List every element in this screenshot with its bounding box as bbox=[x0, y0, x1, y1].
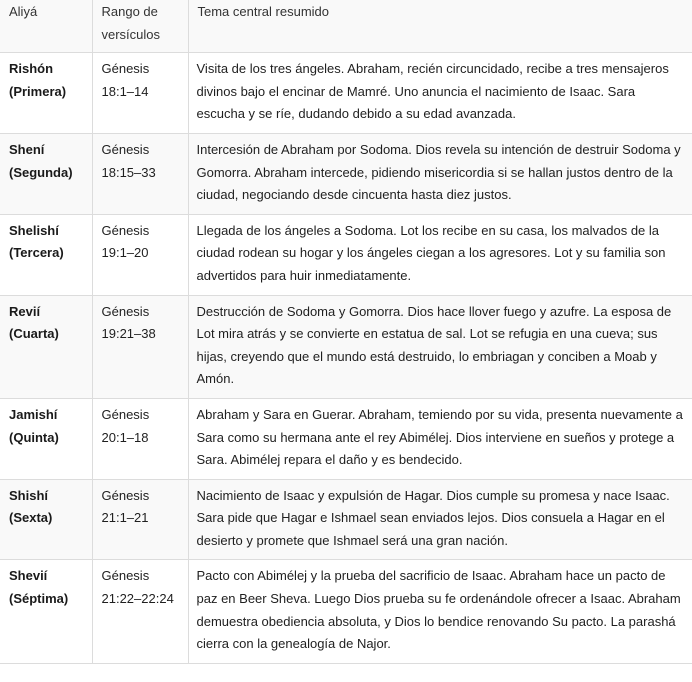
table-row bbox=[0, 560, 692, 663]
aliya-cell: Shení (Segunda) bbox=[0, 133, 92, 214]
aliya-cell: Jamishí (Quinta) bbox=[0, 398, 92, 479]
header-aliya: Aliyá bbox=[0, 0, 92, 53]
table-row bbox=[0, 53, 692, 134]
table-row bbox=[0, 295, 692, 398]
aliya-cell: Revií (Cuarta) bbox=[0, 295, 92, 398]
table-row bbox=[0, 133, 692, 214]
header-tema: Tema central resumido bbox=[188, 0, 692, 53]
aliya-cell: Rishón (Primera) bbox=[0, 53, 92, 134]
aliya-cell: Shishí (Sexta) bbox=[0, 479, 92, 560]
table-row bbox=[0, 479, 692, 560]
aliya-cell: Shevií (Séptima) bbox=[0, 560, 92, 663]
tema-cell: Nacimiento de Isaac y expulsión de Hagar. Dios cumple su promesa y nace Isaac. Sara pide que Hagar e Ishmael sean enviados lejos. Dios consuela a Hagar en el desierto y promete que Ishmael será una gran nación. bbox=[188, 479, 692, 560]
tema-cell: Llegada de los ángeles a Sodoma. Lot los recibe en su casa, los malvados de la ciudad rodean su hogar y los ángeles ciegan a los agresores. Lot y su familia son advertidos para huir inmediatamente. bbox=[188, 214, 692, 295]
rango-cell: Génesis 18:1–14 bbox=[92, 53, 188, 134]
header-rango: Rango de versículos bbox=[92, 0, 188, 53]
rango-cell: Génesis 21:22–22:24 bbox=[92, 560, 188, 663]
tema-cell: Visita de los tres ángeles. Abraham, recién circuncidado, recibe a tres mensajeros divinos bajo el encinar de Mamré. Uno anuncia el nacimiento de Isaac. Sara escucha y se ríe, dudando debido a su edad avanzada. bbox=[188, 53, 692, 134]
tema-cell: Abraham y Sara en Guerar. Abraham, temiendo por su vida, presenta nuevamente a Sara como su hermana ante el rey Abimélej. Dios interviene en sueños y protege a Sara. Abimélej repara el daño y es bendecido. bbox=[188, 398, 692, 479]
table-header-row bbox=[0, 0, 692, 53]
tema-cell: Pacto con Abimélej y la prueba del sacrificio de Isaac. Abraham hace un pacto de paz en Beer Sheva. Luego Dios prueba su fe ordenándole ofrecer a Isaac. Abraham demuestra obediencia absoluta, y Dios lo bendice renovando Su pacto. La parashá cierra con la genealogía de Najor. bbox=[188, 560, 692, 663]
rango-cell: Génesis 18:15–33 bbox=[92, 133, 188, 214]
table-row bbox=[0, 214, 692, 295]
tema-cell: Destrucción de Sodoma y Gomorra. Dios hace llover fuego y azufre. La esposa de Lot mira atrás y se convierte en estatua de sal. Lot se refugia en una cueva; sus hijas, creyendo que el mundo está destruido, lo embriagan y conciben a Moab y Amón. bbox=[188, 295, 692, 398]
rango-cell: Génesis 19:21–38 bbox=[92, 295, 188, 398]
rango-cell: Génesis 21:1–21 bbox=[92, 479, 188, 560]
rango-cell: Génesis 20:1–18 bbox=[92, 398, 188, 479]
aliya-cell: Shelishí (Tercera) bbox=[0, 214, 92, 295]
table-row bbox=[0, 398, 692, 479]
tema-cell: Intercesión de Abraham por Sodoma. Dios revela su intención de destruir Sodoma y Gomorra. Abraham intercede, pidiendo misericordia si se hallan justos dentro de la ciudad, negociando desde cincuenta hasta diez justos. bbox=[188, 133, 692, 214]
rango-cell: Génesis 19:1–20 bbox=[92, 214, 188, 295]
